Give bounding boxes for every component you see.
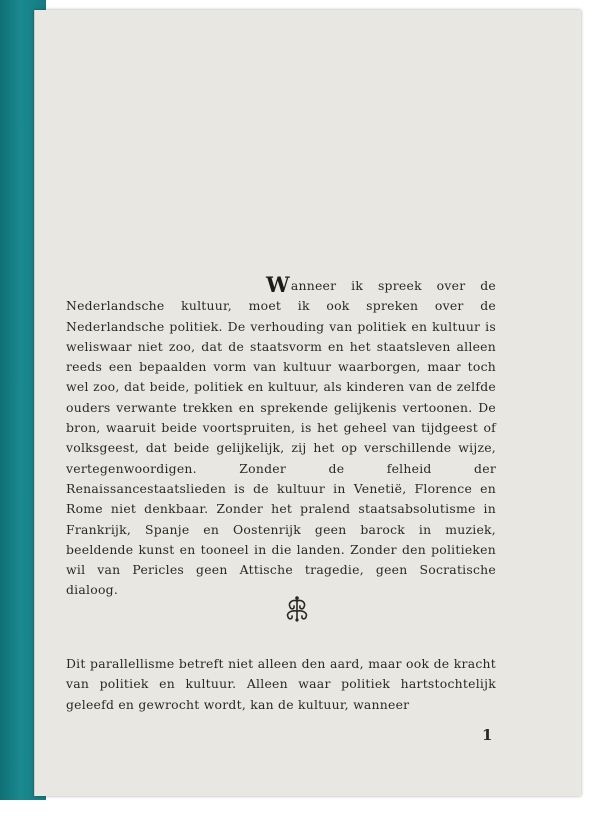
page-number: 1 — [482, 726, 493, 744]
opening-paragraph — [66, 272, 496, 601]
paragraph-1 — [66, 272, 496, 601]
second-paragraph — [66, 654, 496, 715]
drop-cap: W — [266, 272, 290, 297]
fleuron-ornament-icon — [282, 595, 312, 623]
paragraph-1-text: anneer ik spreek over de Nederlandsche kultuur, moet ik ook spreken over de Nederlandsche politiek. De verhouding van politiek en kultuur is weliswaar niet zoo, dat de staatsvorm en het staatsleven alleen reeds een bepaalden vorm van kultuur waarborgen, maar toch wel zoo, dat beide, politiek en kultuur, als kinderen van de zelfde ouders verwante trekken en sprekende gelijkenis vertoonen. De bron, waaruit beide voortspruiten, is het geheel van tijdgeest of volksgeest, dat beide gelijkelijk, zij het op verschillende wijze, vertegenwoordigen. Zonder de felheid der Renaissancestaatslieden is de kultuur in Venetië, Florence en Rome niet denkbaar. Zonder het pralend staatsabsolutisme in Frankrijk, Spanje en Oostenrijk geen barock in muziek, beeldende kunst en tooneel in die landen. Zonder den politieken wil van Pericles geen Attische tragedie, geen Socratische dialoog. — [66, 278, 496, 598]
paragraph-2: Dit parallellisme betreft niet alleen den aard, maar ook de kracht van politiek en kultuur. Alleen waar politiek hartstochtelijk geleefd en gewrocht wordt, kan de kultuur, wanneer — [66, 656, 496, 712]
